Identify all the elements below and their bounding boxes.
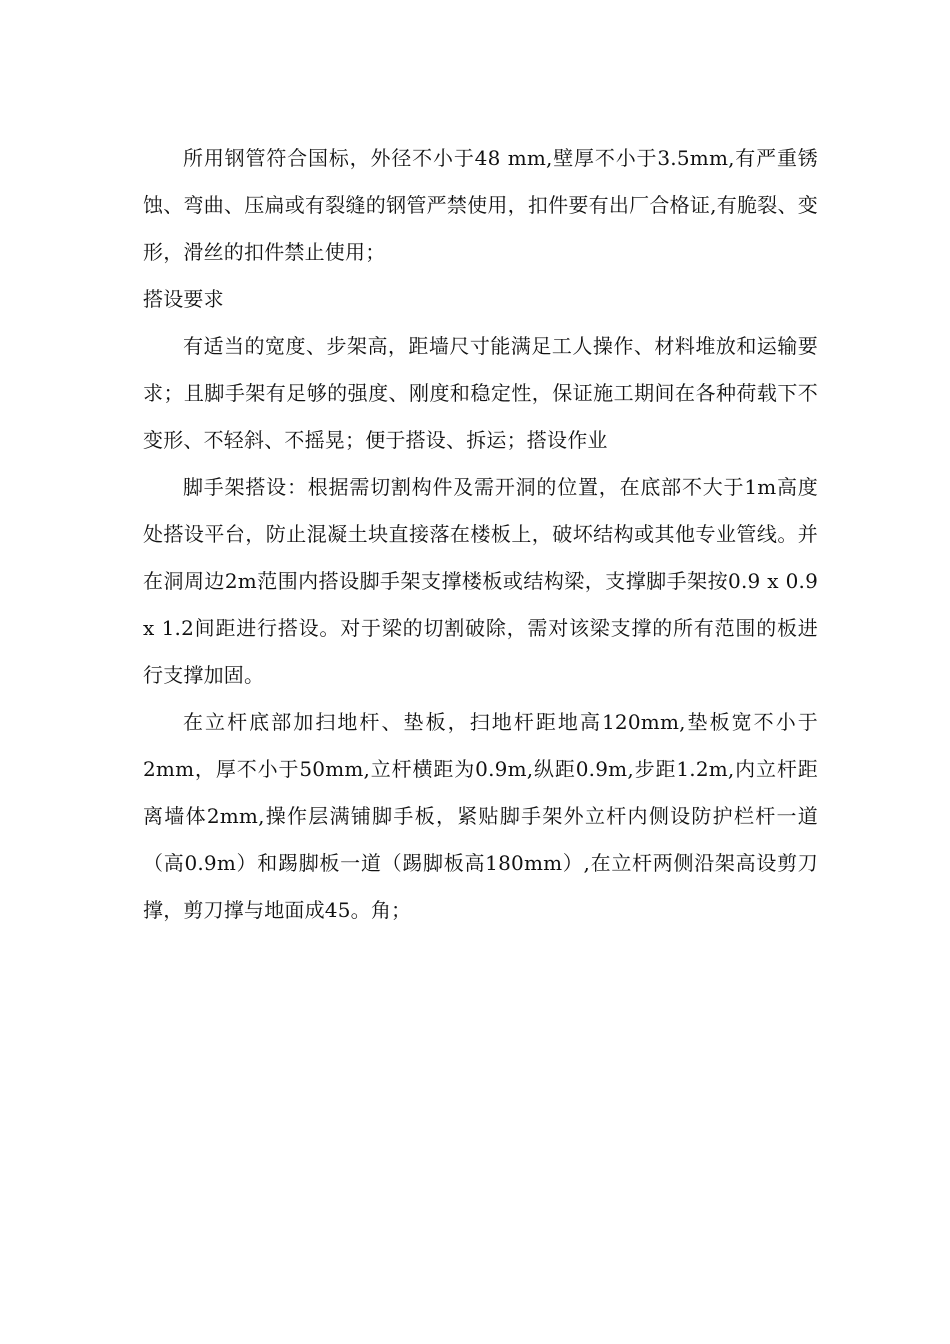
paragraph-steel-pipe-requirements: 所用钢管符合国标，外径不小于48 mm,壁厚不小于3.5mm,有严重锈蚀、弯曲、压扁或有裂缝的钢管严禁使用，扣件要有出厂合格证,有脆裂、变形，滑丝的扣件禁止使用； xyxy=(143,146,818,264)
section-heading-erection-requirements: 搭设要求 xyxy=(143,287,224,311)
paragraph-pole-details: 在立杆底部加扫地杆、垫板，扫地杆距地高120mm,垫板宽不小于2mm，厚不小于50mm,立杆横距为0.9m,纵距0.9m,步距1.2m,内立杆距离墙体2mm,操作层满铺脚手板，紧贴脚手架外立杆内侧设防护栏杆一道（高0.9m）和踢脚板一道（踢脚板高180mm）,在立杆两侧沿架高设剪刀撑，剪刀撑与地面成45。角； xyxy=(143,710,818,922)
document-body xyxy=(143,135,818,934)
paragraph-general-requirements: 有适当的宽度、步架高，距墙尺寸能满足工人操作、材料堆放和运输要求；且脚手架有足够的强度、刚度和稳定性，保证施工期间在各种荷载下不变形、不轻斜、不摇晃；便于搭设、拆运；搭设作业 xyxy=(143,334,818,452)
paragraph-scaffold-erection: 脚手架搭设：根据需切割构件及需开洞的位置，在底部不大于1m高度处搭设平台，防止混凝土块直接落在楼板上，破坏结构或其他专业管线。并在洞周边2m范围内搭设脚手架支撑楼板或结构梁，支撑脚手架按0.9 x 0.9 x 1.2间距进行搭设。对于梁的切割破除，需对该梁支撑的所有范围的板进行支撑加固。 xyxy=(143,475,818,687)
